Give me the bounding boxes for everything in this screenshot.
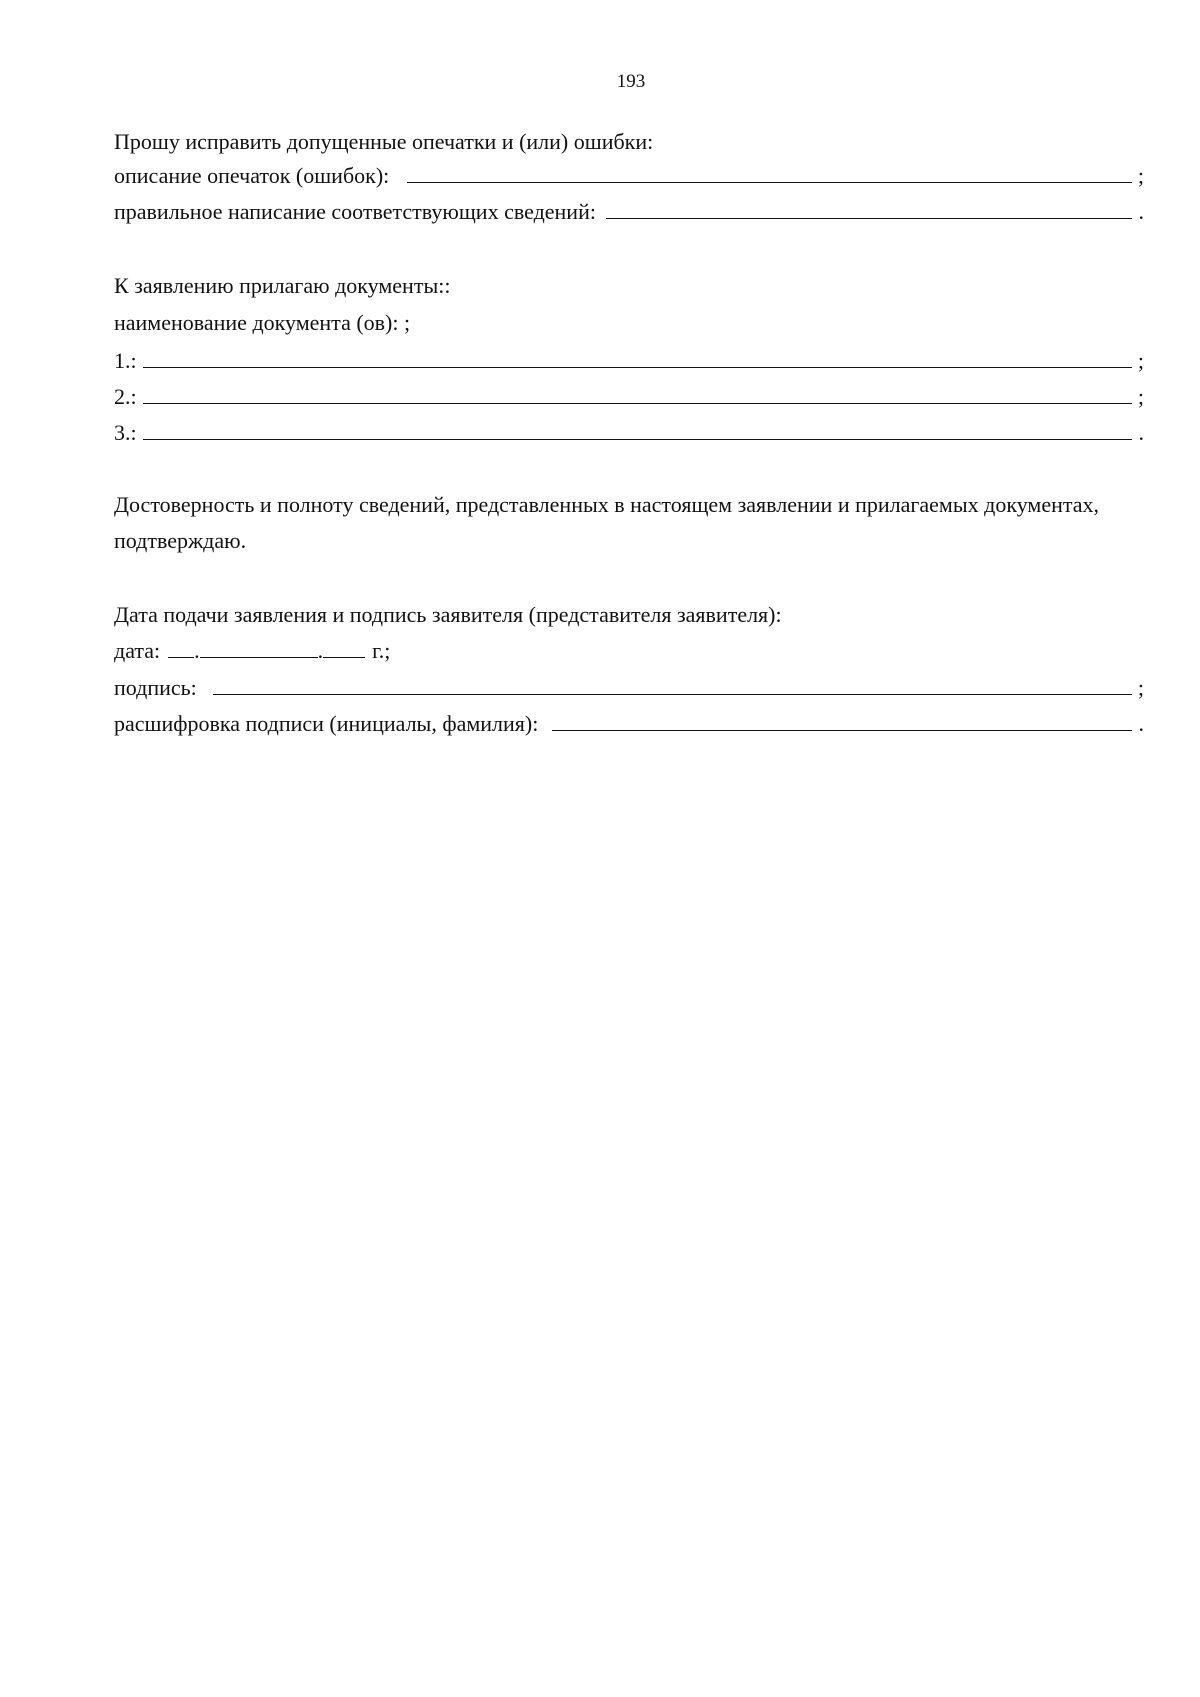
attachment-item-label: 2.:	[114, 384, 137, 409]
typo-description-row	[114, 156, 1144, 190]
signature-decoding-field[interactable]	[552, 730, 1132, 731]
date-separator: .	[317, 638, 324, 663]
date-month-field[interactable]	[200, 657, 318, 658]
page-number: 193	[616, 71, 646, 92]
date-year-field[interactable]	[323, 657, 365, 658]
correct-spelling-field[interactable]	[606, 218, 1132, 219]
correct-spelling-row	[114, 192, 1144, 226]
date-label: дата:	[114, 638, 161, 663]
signature-end: ;	[1137, 675, 1144, 700]
signature-decoding-row	[114, 704, 1144, 738]
typo-description-field[interactable]	[407, 182, 1132, 183]
date-row	[114, 631, 390, 665]
document-names-label: наименование документа (ов): ;	[114, 310, 411, 335]
date-year-suffix: г.;	[372, 638, 391, 663]
date-separator: .	[194, 638, 200, 663]
signature-decoding-end: .	[1138, 711, 1144, 736]
correct-spelling-label: правильное написание соответствующих сведений:	[114, 199, 596, 224]
confirmation-text: Достоверность и полноту сведений, представленных в настоящем заявлении и прилагаемых документах, подтверждаю.	[114, 492, 1100, 553]
attachment-item	[114, 413, 1144, 447]
signature-decoding-label: расшифровка подписи (инициалы, фамилия):	[114, 711, 539, 736]
attachment-item-label: 3.:	[114, 420, 137, 445]
attachments-heading: К заявлению прилагаю документы::	[114, 273, 451, 298]
attachment-item-end: ;	[1137, 348, 1144, 373]
attachment-item-end: ;	[1137, 384, 1144, 409]
date-day-field[interactable]	[168, 657, 194, 658]
signature-field[interactable]	[213, 694, 1132, 695]
signature-row	[114, 668, 1144, 702]
attachment-item	[114, 377, 1144, 411]
attachment-item-field[interactable]	[143, 403, 1132, 404]
attachment-item-field[interactable]	[143, 367, 1132, 368]
attachment-item-label: 1.:	[114, 348, 137, 373]
signature-heading: Дата подачи заявления и подпись заявителя (представителя заявителя):	[114, 602, 782, 627]
attachment-item	[114, 341, 1144, 375]
correct-spelling-end: .	[1138, 199, 1144, 224]
attachment-item-field[interactable]	[143, 439, 1132, 440]
corrections-heading: Прошу исправить допущенные опечатки и (или) ошибки:	[114, 129, 654, 154]
attachment-item-end: .	[1138, 420, 1144, 445]
typo-description-end: ;	[1137, 163, 1144, 188]
signature-label: подпись:	[114, 675, 197, 700]
typo-description-label: описание опечаток (ошибок):	[114, 163, 390, 188]
